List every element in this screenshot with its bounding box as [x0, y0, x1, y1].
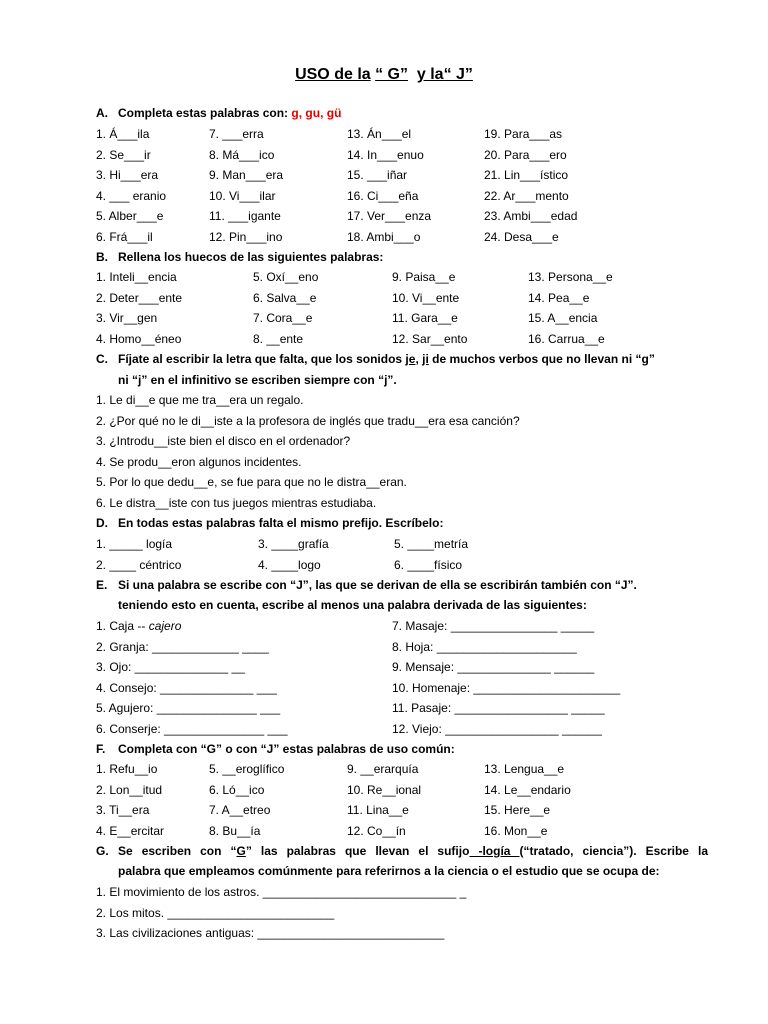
- word-item: 5. ____metría: [394, 537, 469, 551]
- word-item: 2. Deter___ente: [96, 290, 183, 305]
- word-item: 3. Vir__gen: [96, 311, 158, 325]
- instruction-part: de muchos verbos que no llevan ni “g”: [428, 352, 655, 366]
- section-letter: F.: [96, 742, 106, 756]
- section-a-heading: [96, 104, 716, 122]
- word-item: 17. Ver___enza: [347, 209, 432, 223]
- exercise-row: [96, 617, 716, 635]
- word-item: 1. Refu__io: [96, 762, 158, 776]
- sentence-item: [96, 432, 716, 450]
- word-item: 7. ___erra: [209, 127, 264, 141]
- word-item: 8. __ente: [253, 331, 304, 346]
- instruction-part: je: [405, 352, 416, 366]
- section-letter: D.: [96, 516, 108, 530]
- sentence-item: [96, 453, 716, 471]
- instruction-part: -logía: [469, 844, 520, 858]
- exercise-row: [96, 638, 716, 656]
- section-instruction: En todas estas palabras falta el mismo prefijo. Escríbelo:: [118, 516, 444, 530]
- instruction-part: ” las palabras que llevan el sufijo: [245, 844, 470, 858]
- word-item: 14. In___enuo: [347, 147, 424, 162]
- word-item: 8. Hoja: _____________________: [392, 639, 577, 654]
- word-item: 12. Viejo: _________________ ______: [392, 721, 602, 736]
- section-f-heading: [96, 740, 716, 758]
- exercise-row: [96, 228, 716, 246]
- section-letter: E.: [96, 578, 108, 592]
- instruction-part: ji: [422, 352, 429, 366]
- section-e-heading-line2: [96, 596, 716, 614]
- word-item: 9. __erarquía: [347, 762, 419, 776]
- word-item: 10. Vi__ente: [392, 290, 460, 305]
- sentence-item: [96, 412, 716, 430]
- word-item: 13. Lengua__e: [484, 762, 565, 776]
- word-item: 10. Re__ional: [347, 782, 422, 797]
- exercise-row: [96, 207, 716, 225]
- letters-hint: g, gu, gü: [291, 106, 342, 120]
- section-instruction: [118, 842, 708, 860]
- word-item: 8. Bu__ía: [209, 823, 261, 838]
- word-item: 11. Pasaje: _________________ _____: [392, 701, 605, 715]
- word-item: 19. Para___as: [484, 127, 563, 141]
- word-item: 10. Vi___ilar: [209, 188, 276, 203]
- word-item: 12. Pin___ino: [209, 229, 283, 244]
- word-item: 2. ____ céntrico: [96, 557, 182, 572]
- exercise-row: [96, 535, 716, 553]
- exercise-row: [96, 556, 716, 574]
- word-item: 11. Lina__e: [347, 803, 409, 817]
- word-item: 15. Here__e: [484, 803, 551, 817]
- sentence-text: 4. Se produ__eron algunos incidentes.: [96, 454, 302, 469]
- word-item: 5. Agujero: _______________ ___: [96, 701, 281, 715]
- word-item: 4. ___ eranio: [96, 188, 167, 203]
- word-item: 12. Sar__ento: [392, 331, 468, 346]
- section-instruction: teniendo esto en cuenta, escribe al menos una palabra derivada de las siguientes:: [118, 598, 587, 612]
- word-item: 16. Carrua__e: [528, 331, 605, 346]
- question-text: 1. El movimiento de los astros. _____________________________ _: [96, 885, 467, 899]
- question-item: [96, 924, 716, 942]
- word-item: 5. __eroglífico: [209, 762, 285, 776]
- exercise-row: [96, 289, 716, 307]
- section-c-heading: [96, 350, 716, 368]
- sentence-text: 1. Le di__e que me tra__era un regalo.: [96, 393, 304, 407]
- word-item: 6. Salva__e: [253, 290, 317, 305]
- word-item: 12. Co__ín: [347, 823, 406, 838]
- sentence-item: [96, 473, 716, 491]
- section-instruction: ni “j” en el infinitivo se escriben siempre con “j”.: [118, 373, 397, 387]
- section-letter: A.: [96, 106, 108, 120]
- word-item: 24. Desa___e: [484, 229, 559, 244]
- section-letter: G.: [96, 844, 109, 858]
- instruction-part: G: [236, 844, 246, 858]
- word-item: 13. Án___el: [347, 127, 412, 141]
- instruction-part: Se escriben con “: [118, 844, 237, 858]
- section-d-heading: [96, 514, 716, 532]
- word-item: 4. Consejo: ______________ ___: [96, 680, 277, 695]
- section-instruction: Completa estas palabras con: g, gu, gü: [118, 106, 342, 120]
- exercise-row: [96, 187, 716, 205]
- exercise-row: [96, 309, 716, 327]
- word-item: 13. Persona__e: [528, 270, 613, 284]
- section-g-heading: [96, 842, 716, 860]
- word-item: 7. Cora__e: [253, 311, 313, 325]
- word-item: 2. Se___ir: [96, 147, 151, 162]
- word-item: 18. Ambi___o: [347, 229, 421, 244]
- word-item: 9. Mensaje: ______________ ______: [392, 660, 595, 674]
- section-instruction: palabra que empleamos comúnmente para referirnos a la ciencia o el estudio que se ocupa de:: [118, 864, 660, 878]
- section-letter: C.: [96, 352, 108, 366]
- word-item: 7. A__etreo: [209, 803, 271, 817]
- word-item: 21. Lin___ístico: [484, 168, 569, 182]
- section-g-heading-line2: [96, 862, 716, 880]
- word-item: 20. Para___ero: [484, 147, 567, 162]
- question-text: 3. Las civilizaciones antiguas: ____________________________: [96, 926, 445, 940]
- worksheet: [96, 0, 716, 1024]
- exercise-row: [96, 720, 716, 738]
- section-e-heading: [96, 576, 716, 594]
- section-c-heading-line2: [96, 371, 716, 389]
- instruction-part: (“tratado, ciencia”). Escribe la: [519, 844, 709, 858]
- word-item: 16. Mon__e: [484, 823, 548, 838]
- example-answer: cajero: [145, 619, 182, 633]
- sentence-item: [96, 391, 716, 409]
- section-letter: B.: [96, 250, 108, 264]
- word-item: 11. ___igante: [209, 209, 281, 223]
- word-item: 2. Lon__itud: [96, 782, 163, 797]
- word-item: 3. Ojo: ______________ __: [96, 660, 245, 674]
- word-item: 15. ___iñar: [347, 168, 408, 182]
- word-item: 10. Homenaje: ______________________: [392, 680, 621, 695]
- exercise-row: [96, 330, 716, 348]
- sentence-text: 6. Le distra__iste con tus juegos mientras estudiaba.: [96, 495, 377, 510]
- section-instruction: Si una palabra se escribe con “J”, las que se derivan de ella se escribirán también con “J”.: [118, 578, 637, 592]
- sentence-text: 3. ¿Introdu__iste bien el disco en el ordenador?: [96, 434, 351, 448]
- word-item: 14. Pea__e: [528, 290, 590, 305]
- word-item: 11. Gara__e: [392, 311, 458, 325]
- question-text: 2. Los mitos. _________________________: [96, 905, 335, 920]
- exercise-row: [96, 125, 716, 143]
- word-item: 16. Ci___eña: [347, 188, 419, 203]
- word-item: 1. _____ logía: [96, 537, 173, 551]
- section-instruction: Completa con “G” o con “J” estas palabras de uso común:: [118, 742, 455, 756]
- sentence-text: 5. Por lo que dedu__e, se fue para que no le distra__eran.: [96, 475, 407, 489]
- word-item: 6. Frá___il: [96, 229, 153, 244]
- exercise-row: [96, 146, 716, 164]
- question-item: [96, 904, 716, 922]
- instruction-part: ,: [415, 352, 423, 366]
- section-b-heading: [96, 248, 716, 266]
- exercise-row: [96, 166, 716, 184]
- word-item: 22. Ar___mento: [484, 188, 569, 203]
- exercise-row: [96, 760, 716, 778]
- word-item: 3. Ti__era: [96, 803, 150, 817]
- exercise-row: [96, 268, 716, 286]
- word-item: 4. E__ercitar: [96, 823, 165, 838]
- exercise-row: [96, 801, 716, 819]
- word-item: 8. Má___ico: [209, 147, 275, 162]
- word-item: 3. Hi___era: [96, 168, 159, 182]
- question-item: [96, 883, 716, 901]
- word-item: 4. Homo__éneo: [96, 331, 182, 346]
- word-item: 3. ____grafía: [258, 537, 329, 551]
- word-item: 6. ____físico: [394, 557, 463, 572]
- sentence-text: 2. ¿Por qué no le di__iste a la profesora de inglés que tradu__era esa canción?: [96, 413, 520, 428]
- exercise-row: [96, 679, 716, 697]
- exercise-row: [96, 822, 716, 840]
- word-item: 14. Le__endario: [484, 782, 571, 797]
- word-item: 23. Ambi___edad: [484, 209, 578, 223]
- page-title: USO de la “ G” y la“ J”: [295, 66, 473, 83]
- word-item: 15. A__encia: [528, 311, 598, 325]
- word-item: 7. Masaje: ________________ _____: [392, 619, 595, 633]
- word-item: 5. Oxí__eno: [253, 270, 319, 284]
- word-item: 5. Alber___e: [96, 209, 164, 223]
- word-item: 4. ____logo: [258, 557, 321, 572]
- section-instruction: Rellena los huecos de las siguientes palabras:: [118, 250, 384, 264]
- word-item: 2. Granja: _____________ ____: [96, 639, 269, 654]
- instruction-part: Fíjate al escribir la letra que falta, que los sonidos: [118, 352, 406, 366]
- exercise-row: [96, 699, 716, 717]
- word-item: 1. Caja -- cajero: [96, 619, 182, 633]
- word-item: 9. Paisa__e: [392, 270, 456, 284]
- section-instruction: [118, 350, 655, 368]
- word-item: 9. Man___era: [209, 168, 284, 182]
- exercise-row: [96, 658, 716, 676]
- word-item: 6. Conserje: _______________ ___: [96, 721, 288, 736]
- word-item: 1. Inteli__encia: [96, 270, 177, 284]
- sentence-item: [96, 494, 716, 512]
- word-item: 6. Ló__ico: [209, 782, 265, 797]
- word-item: 1. Á___ila: [96, 127, 150, 141]
- exercise-row: [96, 781, 716, 799]
